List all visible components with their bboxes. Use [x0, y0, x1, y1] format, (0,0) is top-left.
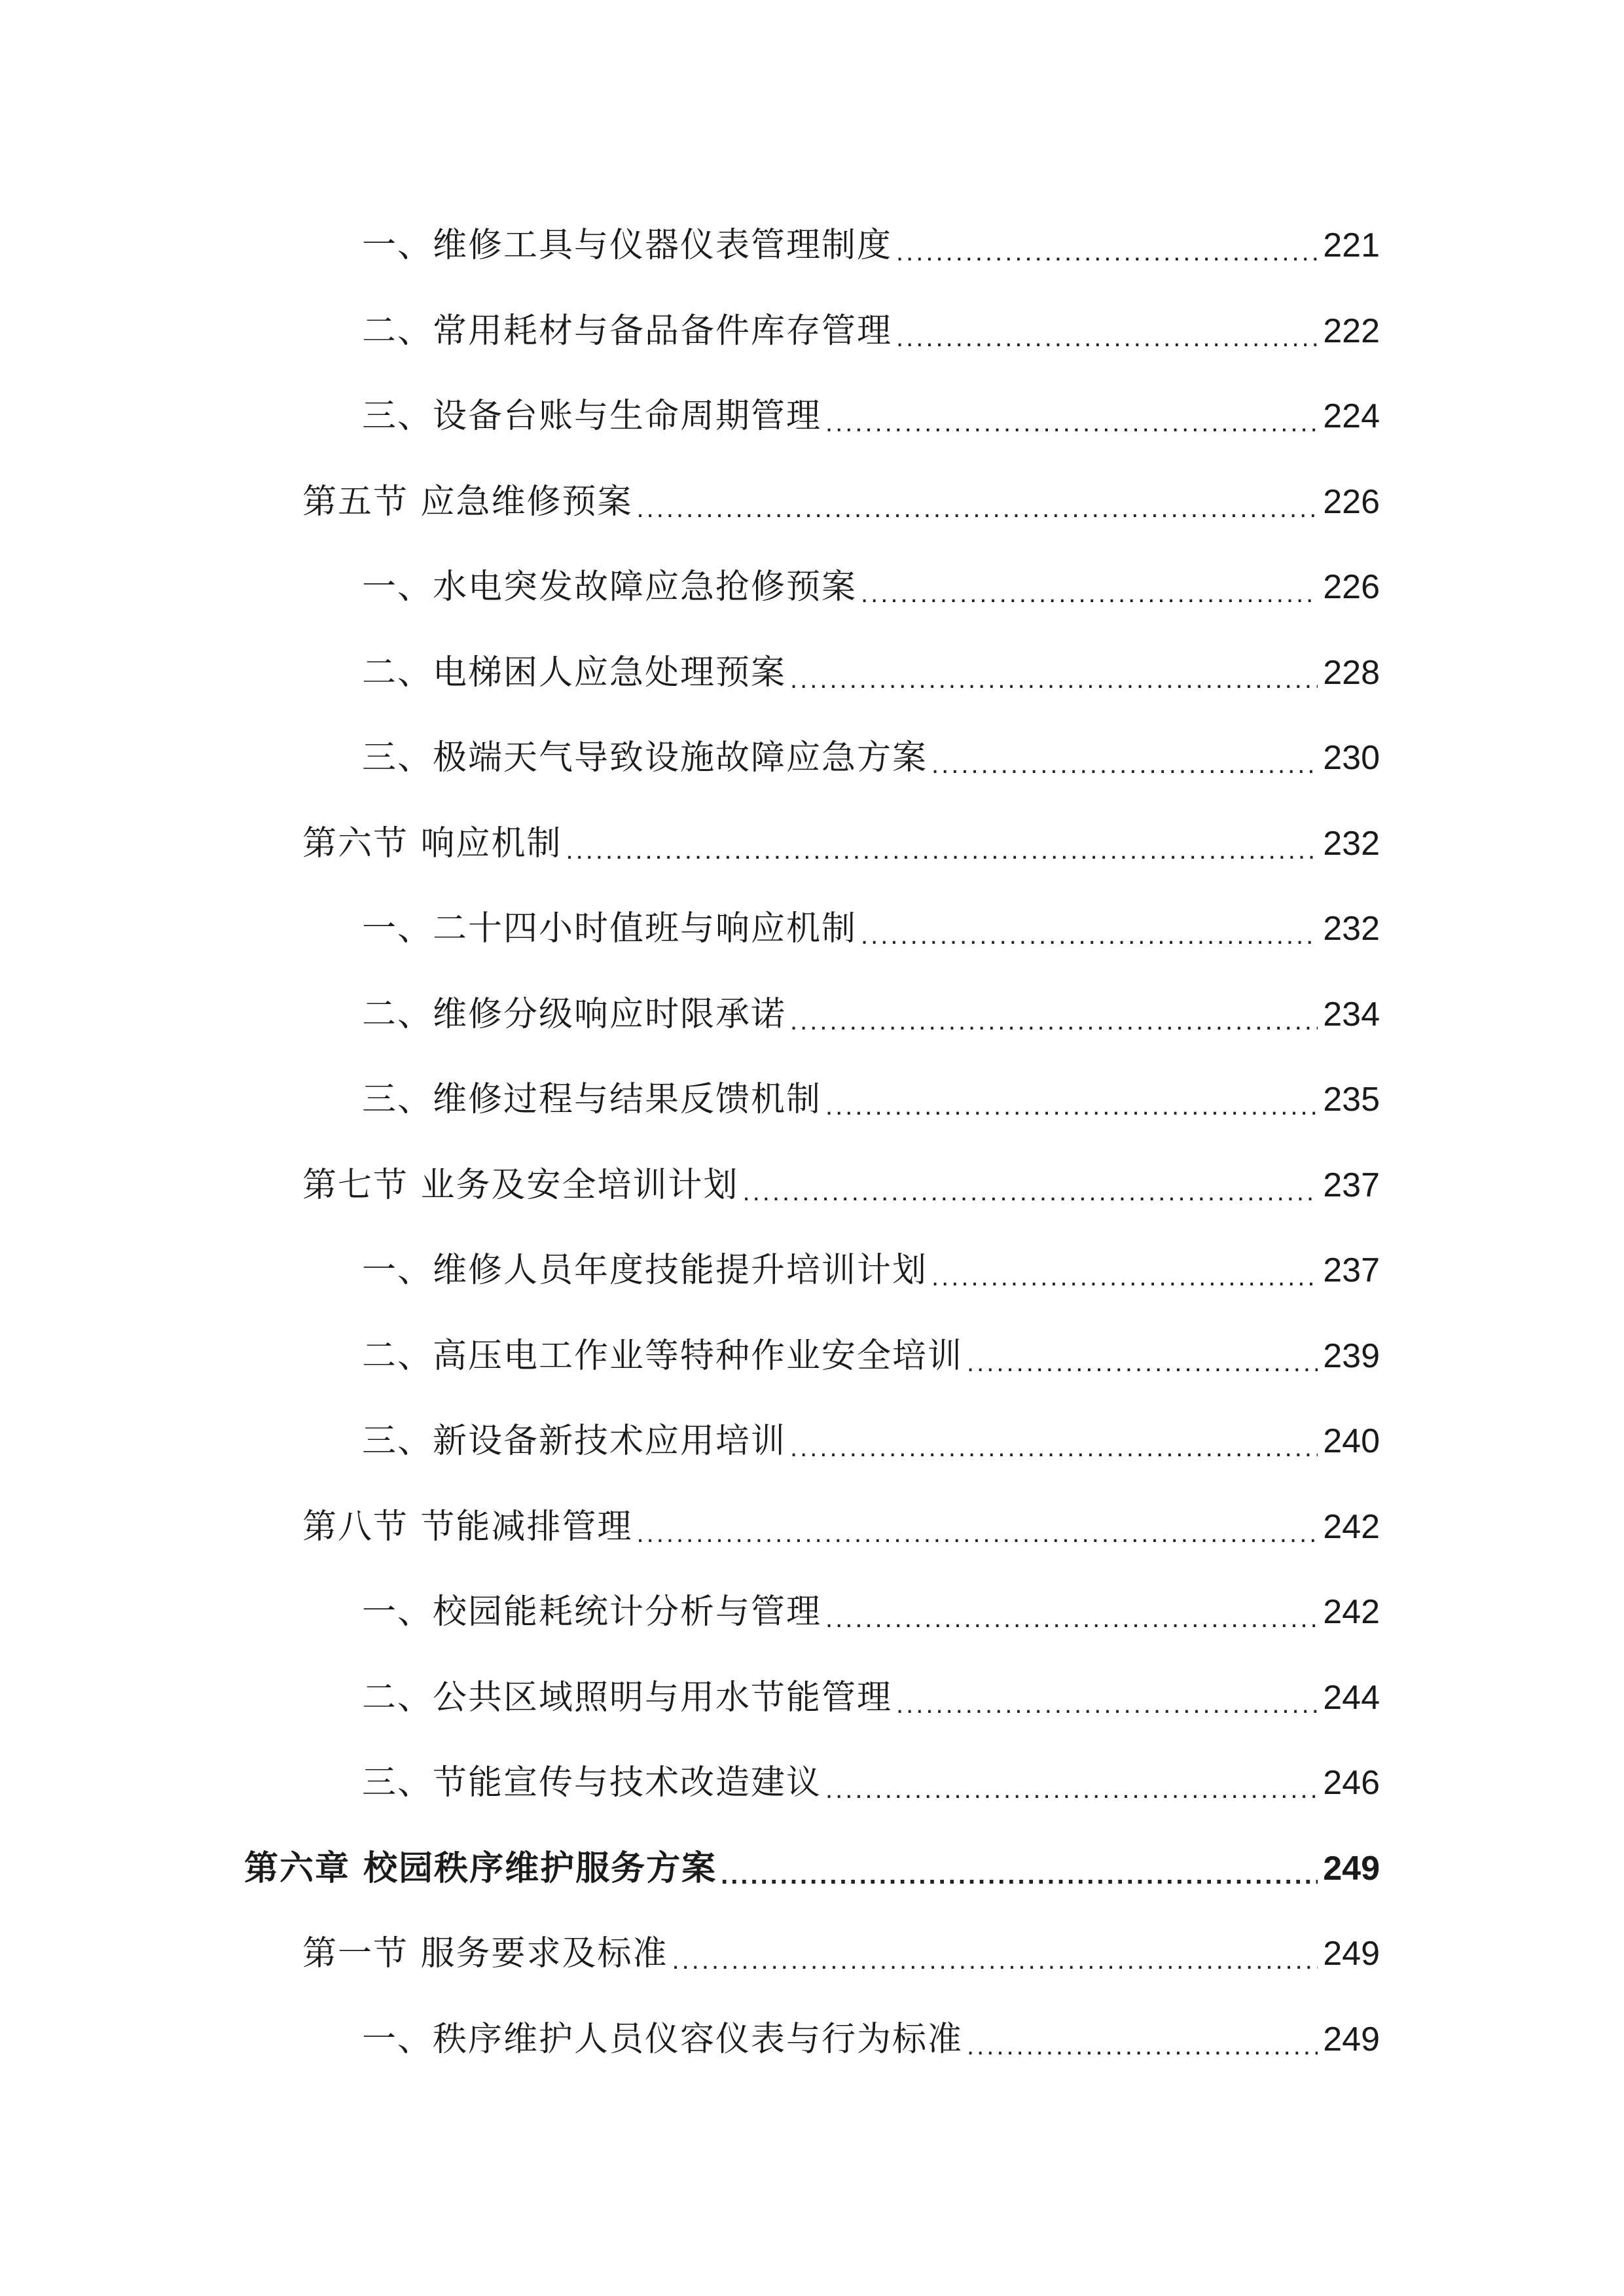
toc-dot-leader: [566, 837, 1318, 863]
toc-page-number: 234: [1323, 995, 1380, 1033]
toc-entry-title: 三、维修过程与结果反馈机制: [362, 1080, 822, 1120]
toc-dot-leader: [967, 2033, 1318, 2059]
toc-dot-leader: [825, 1776, 1318, 1803]
toc-dot-leader: [931, 1264, 1318, 1290]
toc-entry-title: 第八节 节能减排管理: [302, 1507, 633, 1547]
toc-page-number: 249: [1323, 2020, 1380, 2058]
toc-entry[interactable]: [0, 886, 1624, 972]
toc-entry[interactable]: [0, 1570, 1624, 1655]
toc-dot-leader: [896, 1691, 1318, 1717]
toc-page-number: 242: [1323, 1507, 1380, 1546]
toc-entry-title: 一、维修工具与仪器仪表管理制度: [362, 226, 893, 266]
toc-dot-leader: [637, 1520, 1318, 1547]
toc-dot-leader: [743, 1179, 1318, 1205]
toc-dot-leader: [861, 922, 1318, 948]
toc-page-number: 235: [1323, 1081, 1380, 1119]
toc-entry-title: 第六节 响应机制: [302, 823, 562, 863]
toc-entry-title: 二、高压电工作业等特种作业安全培训: [362, 1336, 964, 1376]
toc-entry[interactable]: [0, 545, 1624, 630]
toc-entry[interactable]: [0, 1314, 1624, 1399]
toc-entry-title: 一、水电突发故障应急抢修预案: [362, 567, 857, 607]
toc-page-number: 232: [1323, 824, 1380, 863]
toc-page-number: 249: [1323, 1935, 1380, 1973]
toc-entry-title: 三、极端天气导致设施故障应急方案: [362, 738, 928, 778]
toc-dot-leader: [825, 1605, 1318, 1632]
toc-entry-title: 三、设备台账与生命周期管理: [362, 397, 822, 437]
toc-section-entry[interactable]: [0, 1911, 1624, 1997]
toc-page-number: 237: [1323, 1251, 1380, 1290]
toc-dot-leader: [931, 751, 1318, 778]
toc-page-number: 239: [1323, 1336, 1380, 1375]
toc-entry-title: 二、电梯困人应急处理预案: [362, 653, 787, 692]
toc-page-number: 246: [1323, 1764, 1380, 1803]
toc-entry[interactable]: [0, 289, 1624, 374]
toc-entry-title: 一、维修人员年度技能提升培训计划: [362, 1251, 928, 1291]
toc-page-number: 232: [1323, 910, 1380, 948]
toc-page-number: 226: [1323, 568, 1380, 607]
toc-entry-title: 第五节 应急维修预案: [302, 482, 633, 522]
toc-page-number: 228: [1323, 653, 1380, 692]
table-of-contents: [0, 203, 1624, 2082]
toc-section-entry[interactable]: [0, 1484, 1624, 1570]
toc-entry-title: 一、秩序维护人员仪容仪表与行为标准: [362, 2019, 964, 2059]
toc-dot-leader: [825, 1093, 1318, 1119]
toc-entry-title: 第七节 业务及安全培训计划: [302, 1165, 739, 1205]
toc-page-number: 222: [1323, 312, 1380, 350]
toc-dot-leader: [790, 1008, 1318, 1034]
toc-entry[interactable]: [0, 1228, 1624, 1314]
toc-entry-title: 二、公共区域照明与用水节能管理: [362, 1677, 893, 1717]
toc-page-number: 224: [1323, 397, 1380, 436]
toc-chapter-entry[interactable]: [0, 1826, 1624, 1912]
toc-entry[interactable]: [0, 1740, 1624, 1826]
toc-page-number: 244: [1323, 1678, 1380, 1717]
toc-page-number: 226: [1323, 482, 1380, 521]
toc-dot-leader: [967, 1350, 1318, 1376]
toc-entry-title: 二、维修分级响应时限承诺: [362, 994, 787, 1034]
toc-entry-title: 第六章 校园秩序维护服务方案: [244, 1848, 717, 1888]
toc-entry-title: 一、校园能耗统计分析与管理: [362, 1592, 822, 1632]
toc-page-number: 230: [1323, 739, 1380, 778]
toc-dot-leader: [790, 666, 1318, 692]
toc-entry[interactable]: [0, 1057, 1624, 1143]
toc-page-number: 237: [1323, 1166, 1380, 1204]
toc-entry[interactable]: [0, 715, 1624, 801]
toc-entry-title: 三、节能宣传与技术改造建议: [362, 1763, 822, 1803]
toc-entry[interactable]: [0, 1399, 1624, 1484]
toc-page-number: 242: [1323, 1593, 1380, 1632]
toc-page-number: 249: [1323, 1849, 1380, 1888]
toc-section-entry[interactable]: [0, 1143, 1624, 1229]
toc-entry-title: 二、常用耗材与备品备件库存管理: [362, 311, 893, 351]
toc-page-number: 240: [1323, 1422, 1380, 1461]
toc-dot-leader: [896, 239, 1318, 265]
toc-entry-title: 三、新设备新技术应用培训: [362, 1422, 787, 1462]
toc-entry[interactable]: [0, 374, 1624, 459]
toc-entry-title: 一、二十四小时值班与响应机制: [362, 909, 857, 949]
toc-dot-leader: [790, 1435, 1318, 1461]
toc-page-number: 221: [1323, 226, 1380, 265]
toc-section-entry[interactable]: [0, 459, 1624, 545]
toc-entry[interactable]: [0, 203, 1624, 289]
toc-dot-leader: [721, 1862, 1318, 1888]
toc-dot-leader: [672, 1947, 1318, 1973]
toc-section-entry[interactable]: [0, 801, 1624, 887]
toc-entry[interactable]: [0, 1997, 1624, 2083]
toc-dot-leader: [825, 410, 1318, 436]
toc-dot-leader: [861, 581, 1318, 607]
toc-entry[interactable]: [0, 972, 1624, 1058]
toc-entry[interactable]: [0, 1655, 1624, 1741]
toc-entry-title: 第一节 服务要求及标准: [302, 1934, 668, 1974]
toc-dot-leader: [637, 495, 1318, 522]
toc-entry[interactable]: [0, 630, 1624, 716]
toc-dot-leader: [896, 325, 1318, 351]
